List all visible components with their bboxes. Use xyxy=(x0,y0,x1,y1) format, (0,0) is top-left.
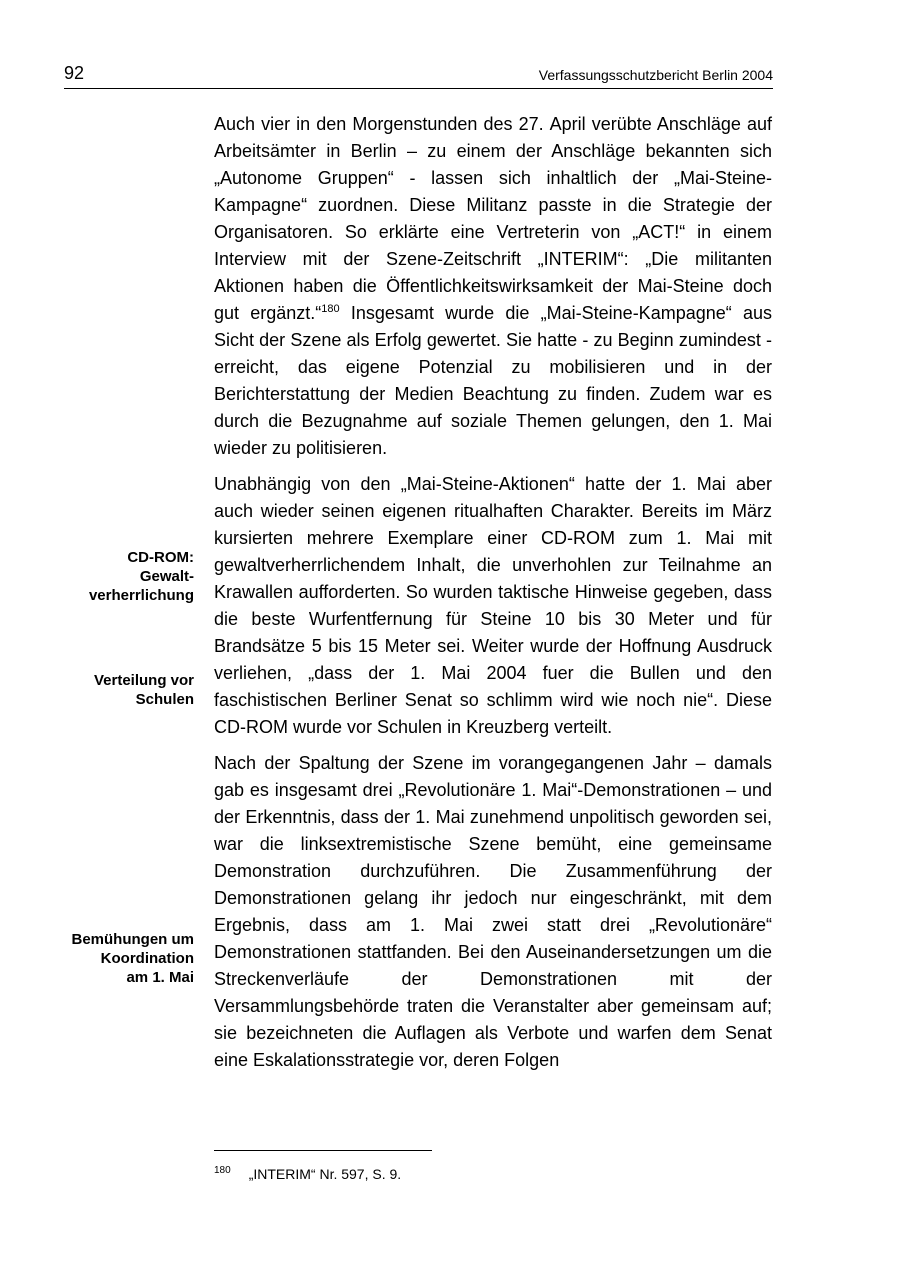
margin-note-line: Schulen xyxy=(135,691,194,708)
margin-note-cd-rom xyxy=(44,548,194,605)
margin-note-verteilung xyxy=(44,671,194,709)
paragraph: Nach der Spaltung der Szene im vorangegangenen Jahr – damals gab es insgesamt drei „Revolutionäre 1. Mai“-Demonstrationen – und der Erkenntnis, dass der 1. Mai zunehmend unpolitisch geworden sei, war die linksextremistische Szene bemüht, eine gemeinsame Demonstration durchzuführen. Die Zusammenführung der Demonstrationen gelang ihr jedoch nur eingeschränkt, mit dem Ergebnis, dass am 1. Mai zwei statt drei „Revolutionäre“ Demonstrationen stattfanden. Bei den Auseinandersetzungen um die Streckenverläufe der Demonstrationen mit der Versammlungsbehörde traten die Veranstalter aber gemeinsam auf; sie bezeichneten die Auflagen als Verbote und warfen dem Senat eine Eskalationsstrategie vor, deren Folgen xyxy=(214,753,772,1070)
margin-note-line: Verteilung vor xyxy=(93,672,194,689)
page-header xyxy=(64,62,773,89)
paragraph xyxy=(214,111,772,462)
margin-note-line: verherrlichung xyxy=(88,587,194,604)
footnote-reference: 180 xyxy=(321,303,340,315)
margin-note-line: am 1. Mai xyxy=(126,969,194,986)
footnote-text: „INTERIM“ Nr. 597, S. 9. xyxy=(248,1166,402,1182)
margin-note-koordination xyxy=(44,930,194,987)
main-text xyxy=(214,111,772,1074)
margin-note-line: CD-ROM: xyxy=(127,549,194,566)
page-number: 92 xyxy=(64,63,85,83)
margin-note-line: Bemühungen um xyxy=(71,931,194,948)
paragraph-text: Auch vier in den Morgenstunden des 27. April verübte Anschläge auf Arbeitsämter in Berlin – zu einem der Anschläge bekannten sich „Autonome Gruppen“ - lassen sich inhaltlich der „Mai-Steine-Kampagne“ zuordnen. Diese Militanz passte in die Strategie der Organisatoren. So erklärte eine Vertreterin von „ACT!“ in einem Interview mit der Szene-Zeitschrift „INTERIM“: „Die militanten Aktionen haben die Öffentlichkeitswirksamkeit der Mai-Steine doch gut ergänzt.“ xyxy=(214,114,772,323)
paragraph-text: Insgesamt wurde die „Mai-Steine-Kampagne“ aus Sicht der Szene als Erfolg gewertet. Sie hatte - zu Beginn zumindest - erreicht, das eigene Potenzial zu mobilisieren und in der Berichterstattung der Medien Beachtung zu finden. Zudem war es durch die Bezugnahme auf soziale Themen gelungen, den 1. Mai wieder zu politisieren. xyxy=(214,303,772,458)
footnote xyxy=(214,1165,401,1183)
footnote-divider xyxy=(214,1150,432,1151)
paragraph: Unabhängig von den „Mai-Steine-Aktionen“ hatte der 1. Mai aber auch wieder seinen eigenen ritualhaften Charakter. Bereits im März kursierten mehrere Exemplare einer CD-ROM zum 1. Mai mit gewaltverherrlichendem Inhalt, die unverhohlen zur Teilnahme an Krawallen aufforderten. So wurden taktische Hinweise gegeben, dass die beste Wurfentfernung für Steine 10 bis 30 Meter und für Brandsätze 5 bis 15 Meter sei. Weiter wurde der Hoffnung Ausdruck verliehen, „dass der 1. Mai 2004 fuer die Bullen und den faschistischen Berliner Senat so schlimm wird wie noch nie“. Diese CD-ROM wurde vor Schulen in Kreuzberg verteilt. xyxy=(214,474,772,737)
running-title: Verfassungsschutzbericht Berlin 2004 xyxy=(538,67,773,83)
margin-note-line: Gewalt- xyxy=(139,568,194,585)
footnote-number: 180 xyxy=(214,1165,231,1177)
margin-note-line: Koordination xyxy=(100,950,194,967)
